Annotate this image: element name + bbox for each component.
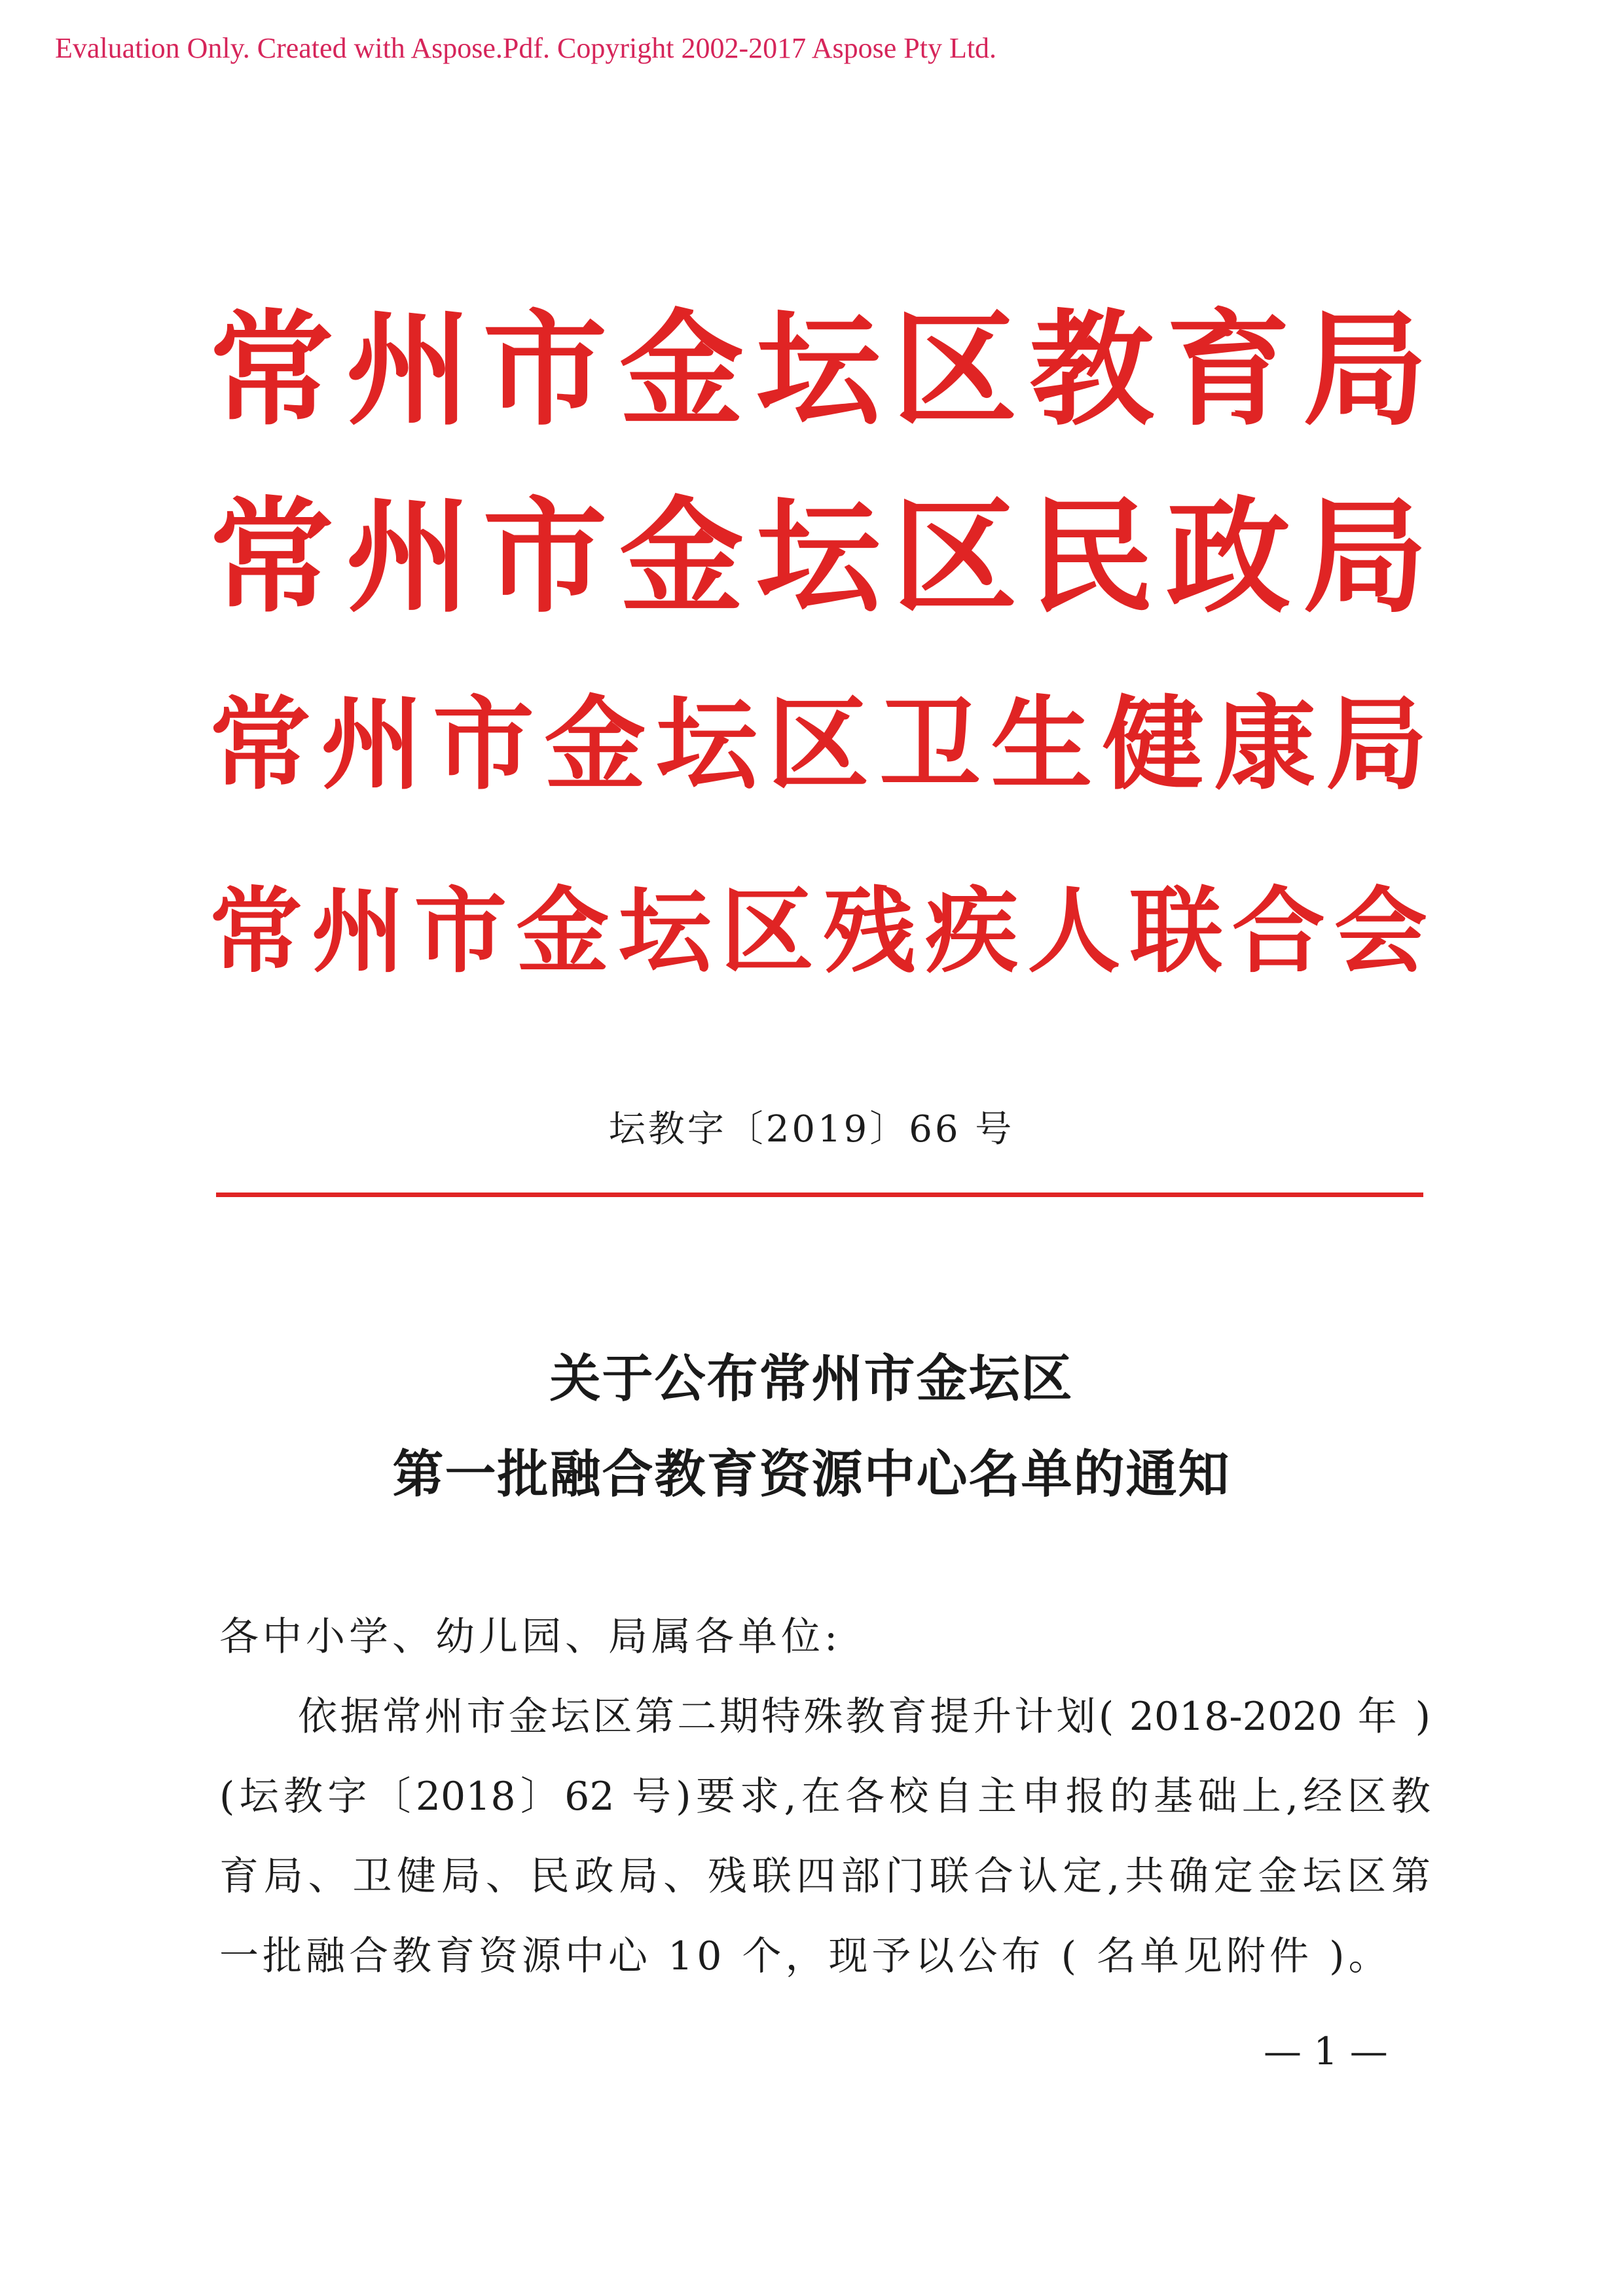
letterhead-char: 坛 [618, 878, 712, 986]
letterhead-disabled-persons-federation [210, 847, 1427, 1017]
letterhead-char: 金 [619, 485, 744, 630]
letterhead-char: 合 [1231, 878, 1325, 986]
letterhead-char: 常 [210, 298, 335, 442]
letterhead-char: 金 [544, 685, 646, 804]
salutation: 各中小学、幼儿园、局属各单位: [219, 1614, 842, 1660]
letterhead-char: 区 [720, 878, 814, 986]
body-line-4: 一批融合教育资源中心 10 个，现予以公布 ( 名单见附件 )。 [219, 1933, 1392, 1979]
page-number: — 1 — [1264, 2029, 1388, 2073]
letterhead-char: 区 [767, 685, 869, 804]
letterhead-char: 常 [210, 685, 311, 804]
letterhead-char: 坛 [656, 685, 757, 804]
letterhead-char: 常 [210, 485, 335, 630]
letterhead-char: 州 [312, 878, 405, 986]
letterhead-char: 金 [619, 298, 744, 442]
letterhead-char: 民 [1029, 485, 1154, 630]
letterhead-char: 市 [414, 878, 507, 986]
letterhead-char: 残 [823, 878, 917, 986]
letterhead-char: 联 [1129, 878, 1223, 986]
notice-title-line-1: 关于公布常州市金坛区 [549, 1350, 1074, 1408]
document-number: 坛教字〔2019〕66 号 [608, 1108, 1015, 1151]
letterhead-char: 州 [346, 298, 471, 442]
letterhead-char: 市 [483, 298, 608, 442]
letterhead-char: 局 [1302, 298, 1427, 442]
letterhead-civil-affairs-bureau [210, 473, 1427, 643]
letterhead-char: 人 [1027, 878, 1121, 986]
letterhead-char: 卫 [879, 685, 981, 804]
red-divider [216, 1193, 1423, 1197]
letterhead-char: 育 [1166, 298, 1291, 442]
letterhead-char: 常 [210, 878, 302, 986]
evaluation-watermark: Evaluation Only. Created with Aspose.Pdf. Copyright 2002-2017 Aspose Pty Ltd. [55, 32, 997, 64]
letterhead-char: 坛 [756, 298, 881, 442]
letterhead-char: 州 [346, 485, 471, 630]
body-line-3: 育局、卫健局、民政局、残联四部门联合认定,共确定金坛区第 [219, 1854, 1431, 1899]
letterhead-char: 疾 [925, 878, 1019, 986]
letterhead-char: 生 [991, 685, 1093, 804]
letterhead-char: 局 [1326, 685, 1427, 804]
body-line-1: 依据常州市金坛区第二期特殊教育提升计划( 2018-2020 年 ) [298, 1694, 1431, 1740]
letterhead-char: 市 [433, 685, 534, 804]
letterhead-char: 州 [321, 685, 423, 804]
letterhead-health-bureau [210, 660, 1427, 830]
letterhead-char: 康 [1214, 685, 1316, 804]
letterhead-char: 区 [892, 298, 1017, 442]
letterhead-char: 会 [1334, 878, 1427, 986]
letterhead-char: 市 [483, 485, 608, 630]
letterhead-char: 局 [1302, 485, 1427, 630]
letterhead-education-bureau [210, 285, 1427, 456]
letterhead-char: 坛 [756, 485, 881, 630]
body-line-2: (坛教字〔2018〕62 号)要求,在各校自主申报的基础上,经区教 [219, 1774, 1431, 1820]
letterhead-char: 教 [1029, 298, 1154, 442]
notice-title-line-2: 第一批融合教育资源中心名单的通知 [392, 1445, 1231, 1504]
letterhead-char: 金 [516, 878, 610, 986]
letterhead-char: 区 [892, 485, 1017, 630]
letterhead-char: 健 [1103, 685, 1204, 804]
letterhead-char: 政 [1166, 485, 1291, 630]
